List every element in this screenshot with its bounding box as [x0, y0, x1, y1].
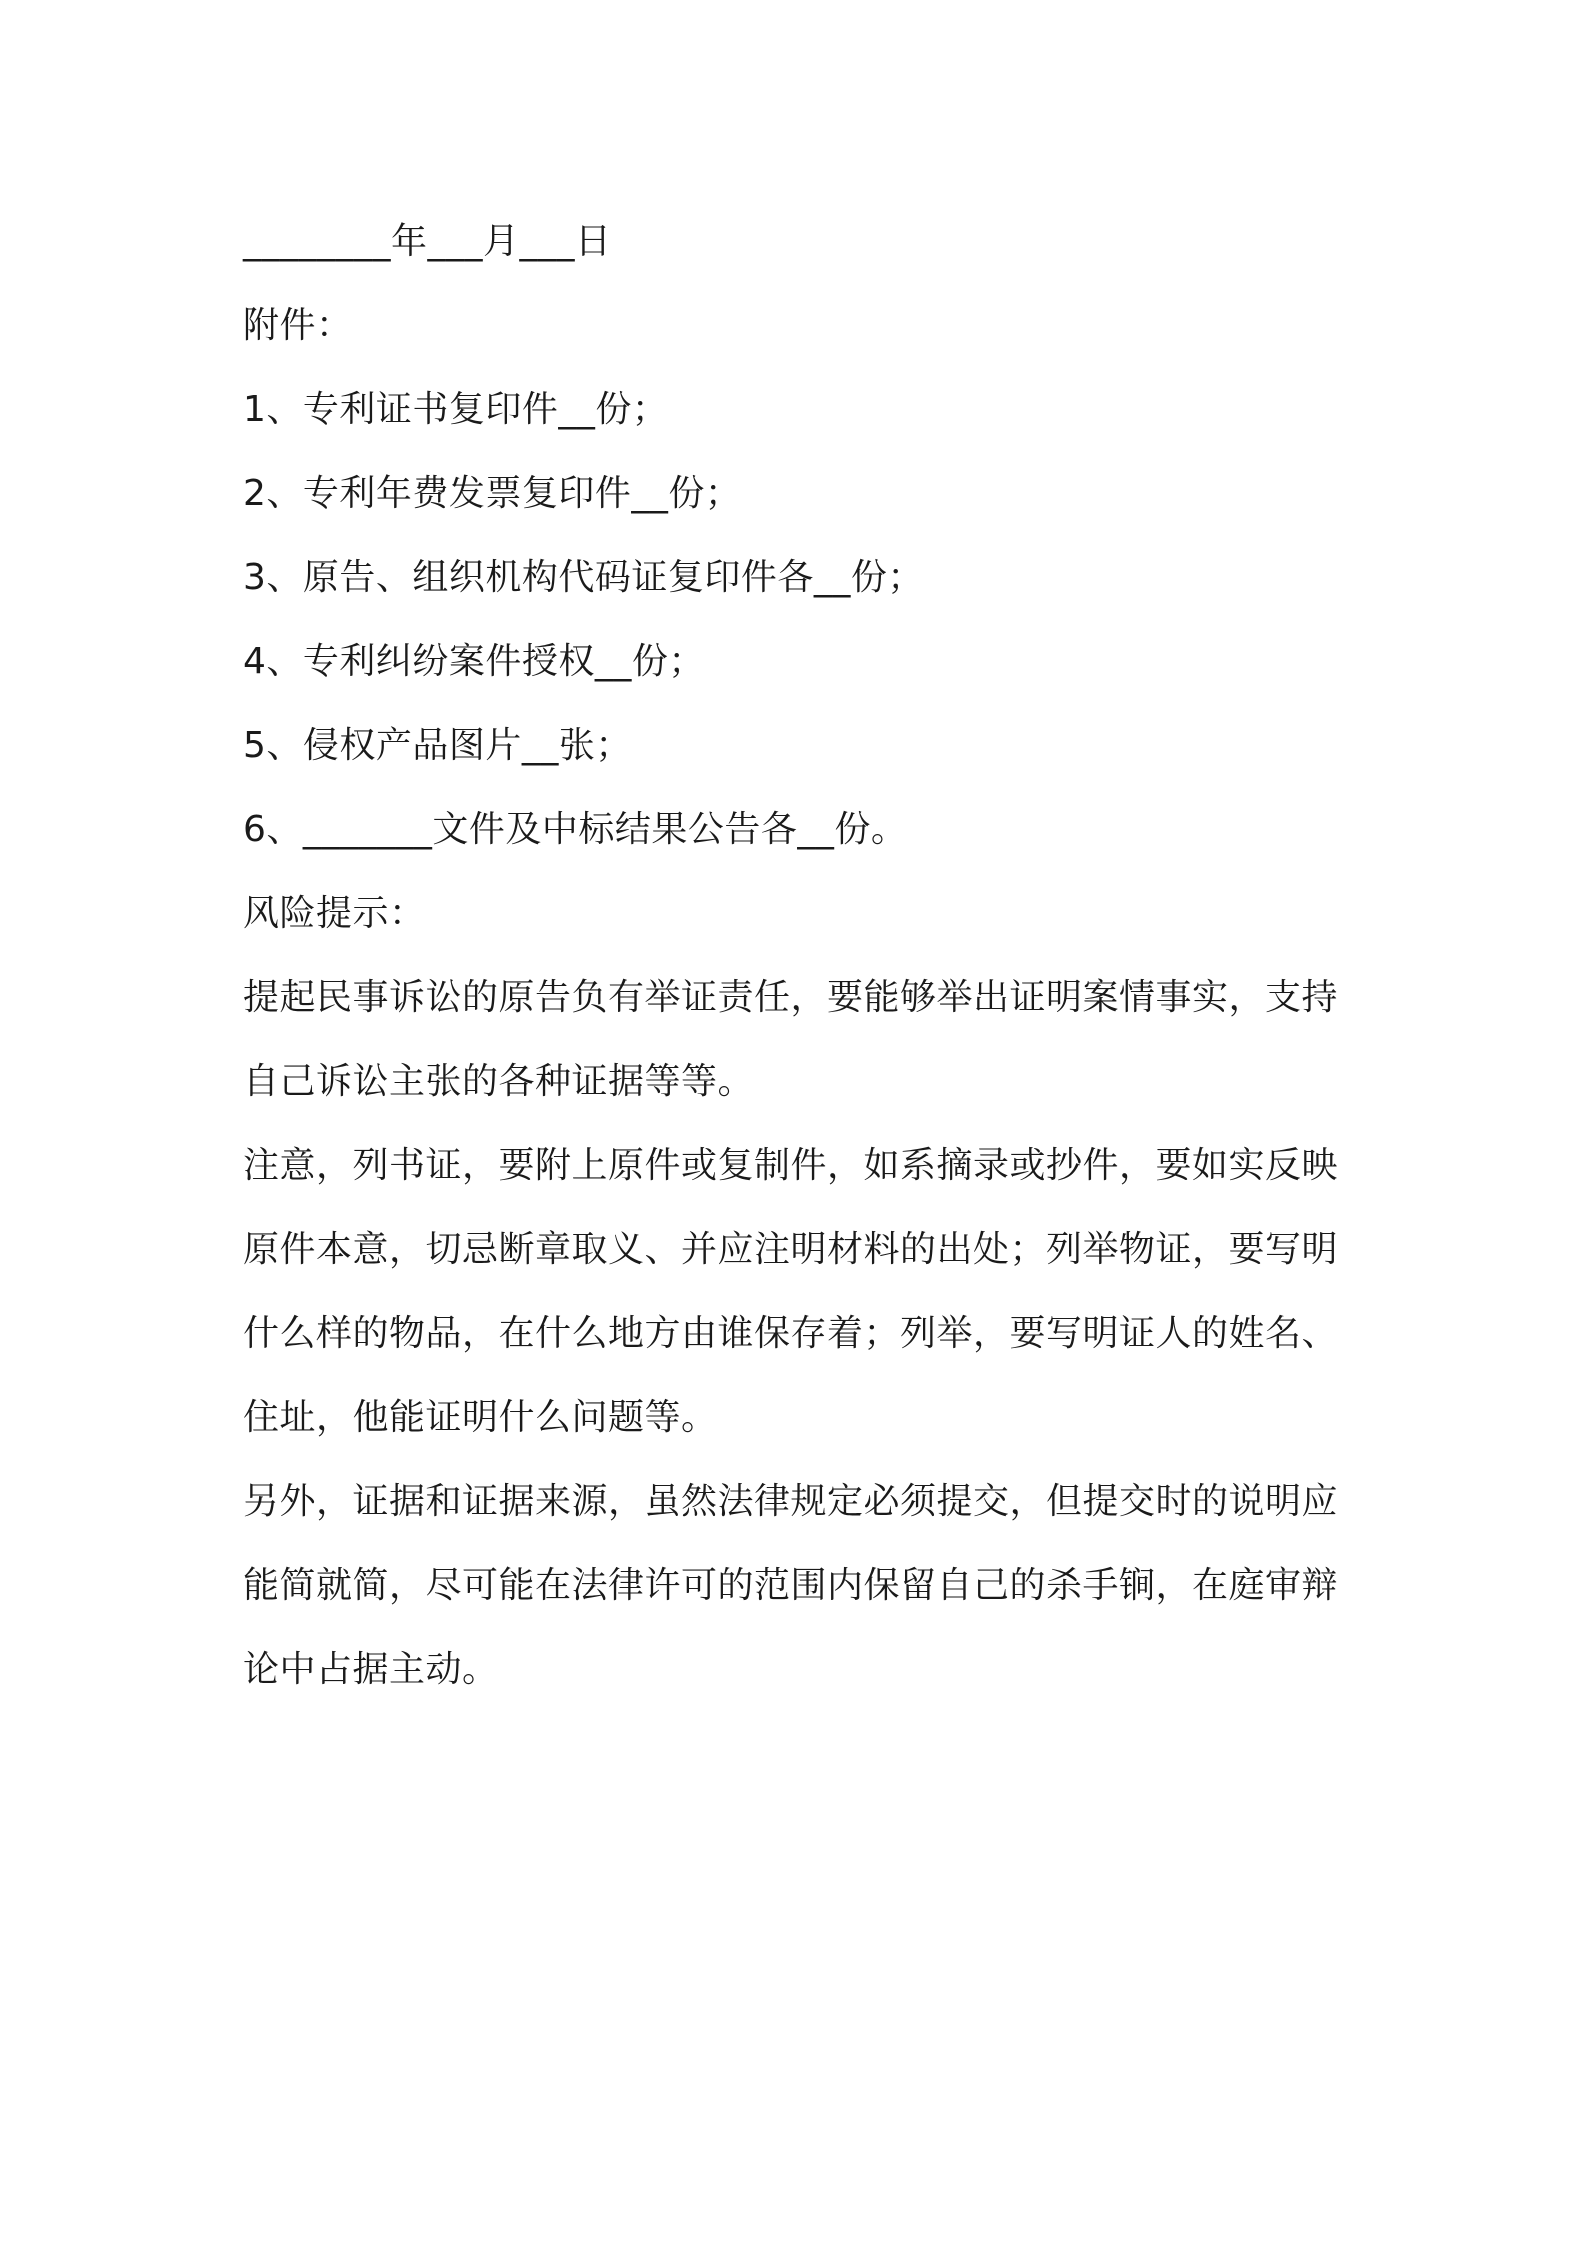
risk-heading: 风险提示： [243, 893, 426, 934]
attachment-item-5: 5、侵权产品图片__张； [243, 725, 632, 766]
attachment-item-1: 1、专利证书复印件__份； [243, 389, 669, 430]
date-line: ________年___月___日 [243, 221, 612, 262]
attachment-item-2: 2、专利年费发票复印件__份； [243, 473, 742, 514]
risk-paragraph-2: 注意，列书证，要附上原件或复制件，如系摘录或抄件，要如实反映原件本意，切忌断章取义、并应注明材料的出处；列举物证，要写明什么样的物品，在什么地方由谁保存着；列举，要写明证人的姓名、住址，他能证明什么问题等。 [243, 1145, 1339, 1438]
risk-paragraph-3: 另外，证据和证据来源，虽然法律规定必须提交，但提交时的说明应能简就简，尽可能在法律许可的范围内保留自己的杀手锏，在庭审辩论中占据主动。 [243, 1481, 1339, 1690]
attachment-item-4: 4、专利纠纷案件授权__份； [243, 641, 705, 682]
attachment-item-6: 6、_______文件及中标结果公告各__份。 [243, 809, 908, 850]
document-body [243, 200, 1363, 1712]
risk-paragraph-1: 提起民事诉讼的原告负有举证责任，要能够举出证明案情事实，支持自己诉讼主张的各种证据等等。 [243, 977, 1339, 1102]
attachment-item-3: 3、原告、组织机构代码证复印件各__份； [243, 557, 924, 598]
attachments-heading: 附件： [243, 305, 353, 346]
